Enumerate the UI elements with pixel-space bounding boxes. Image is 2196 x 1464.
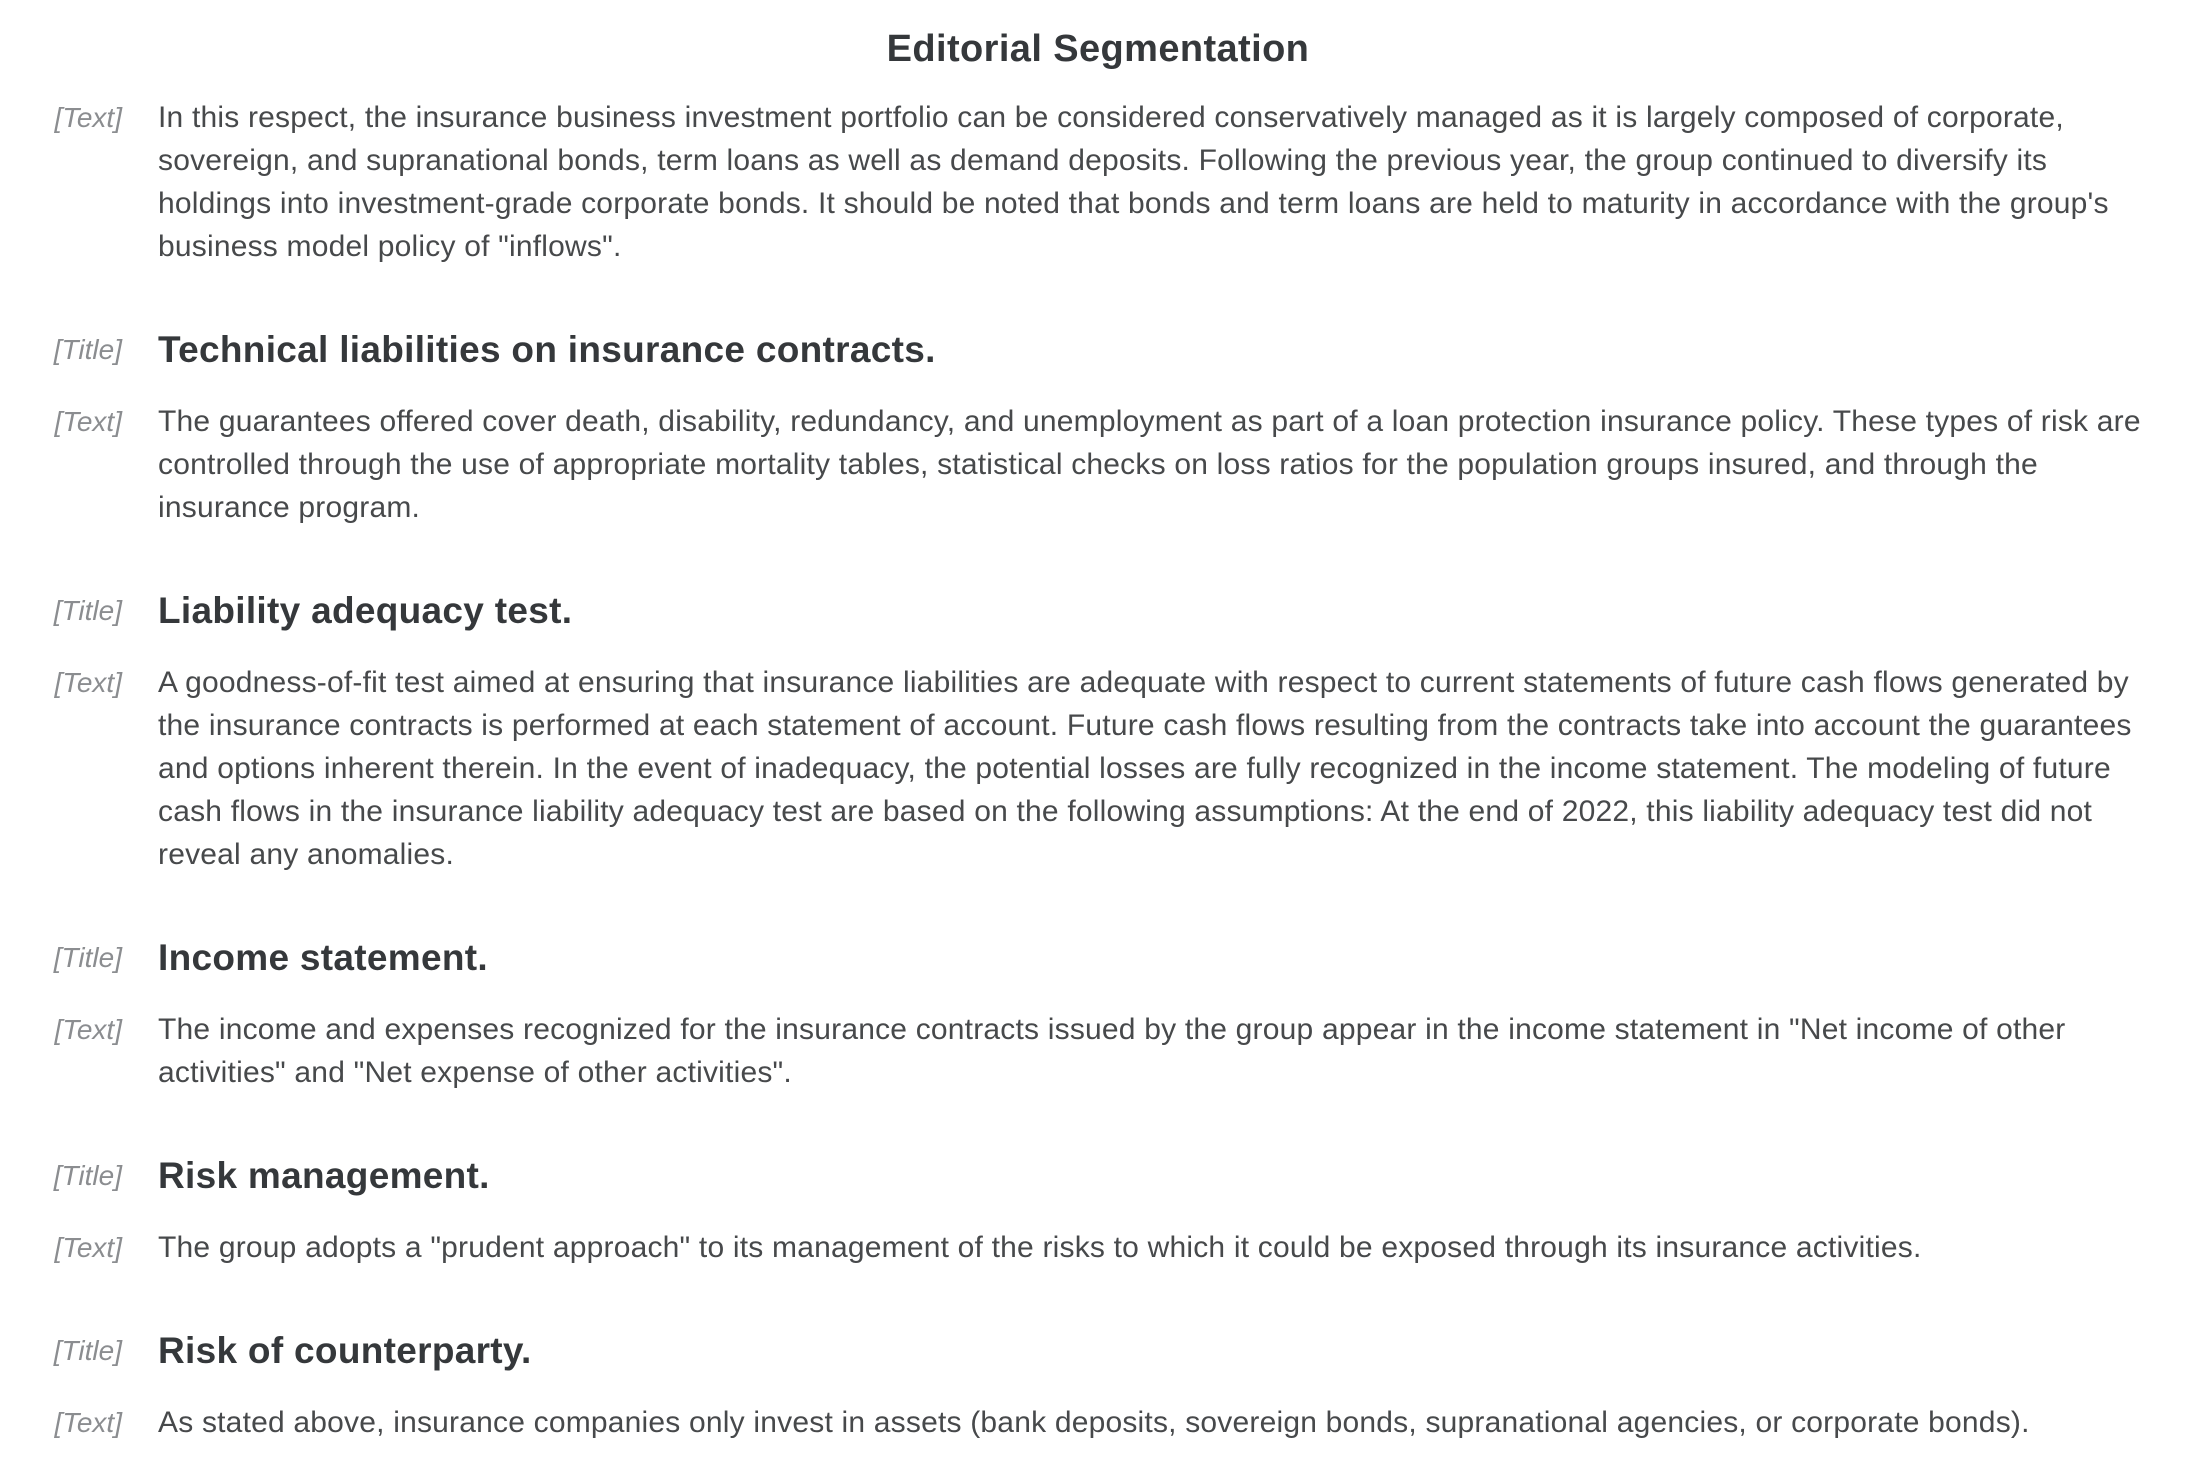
segment-body-text: As stated above, insurance companies only invest in assets (bank deposits, sovereign bonds, supranational agencies, or corporate bonds). bbox=[158, 1406, 2030, 1439]
segment-type-label: [Title] bbox=[53, 942, 122, 973]
segment-type-label: [Text] bbox=[54, 1407, 122, 1438]
segment-row bbox=[40, 934, 2152, 982]
segment-row bbox=[40, 326, 2152, 374]
segment-type-label: [Text] bbox=[54, 1014, 122, 1045]
segment-body-text: The guarantees offered cover death, disability, redundancy, and unemployment as part of a loan protection insurance policy. These types of risk are controlled through the use of appropriate mortality tables, statistical checks on loss ratios for the population groups insured, and through the insurance program. bbox=[158, 405, 2141, 524]
segment-body-text: In this respect, the insurance business investment portfolio can be considered conservatively managed as it is largely composed of corporate, sovereign, and supranational bonds, term loans as well as demand deposits. Following the previous year, the group continued to diversify its holdings into investment-grade corporate bonds. It should be noted that bonds and term loans are held to maturity in accordance with the group's business model policy of "inflows". bbox=[158, 101, 2109, 263]
page-title: Editorial Segmentation bbox=[886, 28, 1310, 70]
segment-type-label: [Title] bbox=[53, 1335, 122, 1366]
segment-row bbox=[40, 1327, 2152, 1375]
segment-type-label: [Text] bbox=[54, 1232, 122, 1263]
segment-list bbox=[0, 96, 2196, 1444]
segment-row bbox=[40, 1152, 2152, 1200]
segment-row bbox=[40, 400, 2152, 529]
segment-type-label: [Text] bbox=[54, 406, 122, 437]
segment-row bbox=[40, 587, 2152, 635]
segment-type-label: [Text] bbox=[54, 102, 122, 133]
document-view bbox=[0, 26, 2196, 1444]
segment-type-label: [Title] bbox=[53, 595, 122, 626]
segment-title-text: Liability adequacy test. bbox=[158, 590, 573, 631]
segment-row bbox=[40, 1226, 2152, 1269]
segment-type-label: [Title] bbox=[53, 1160, 122, 1191]
segment-row bbox=[40, 96, 2152, 268]
segment-type-label: [Text] bbox=[54, 667, 122, 698]
segment-type-label: [Title] bbox=[53, 334, 122, 365]
segment-title-text: Technical liabilities on insurance contracts. bbox=[158, 329, 936, 370]
segment-body-text: The income and expenses recognized for the insurance contracts issued by the group appear in the income statement in "Net income of other activities" and "Net expense of other activities". bbox=[158, 1013, 2066, 1089]
segment-row bbox=[40, 661, 2152, 876]
segment-title-text: Risk of counterparty. bbox=[158, 1330, 532, 1371]
segment-title-text: Income statement. bbox=[158, 937, 488, 978]
segment-body-text: The group adopts a "prudent approach" to its management of the risks to which it could be exposed through its insurance activities. bbox=[158, 1231, 1922, 1264]
segment-title-text: Risk management. bbox=[158, 1155, 490, 1196]
segment-body-text: A goodness-of-fit test aimed at ensuring that insurance liabilities are adequate with respect to current statements of future cash flows generated by the insurance contracts is performed at each statement of account. Future cash flows resulting from the contracts take into account the guarantees and options inherent therein. In the event of inadequacy, the potential losses are fully recognized in the income statement. The modeling of future cash flows in the insurance liability adequacy test are based on the following assumptions: At the end of 2022, this liability adequacy test did not reveal any anomalies. bbox=[158, 666, 2132, 871]
segment-row bbox=[40, 1008, 2152, 1094]
